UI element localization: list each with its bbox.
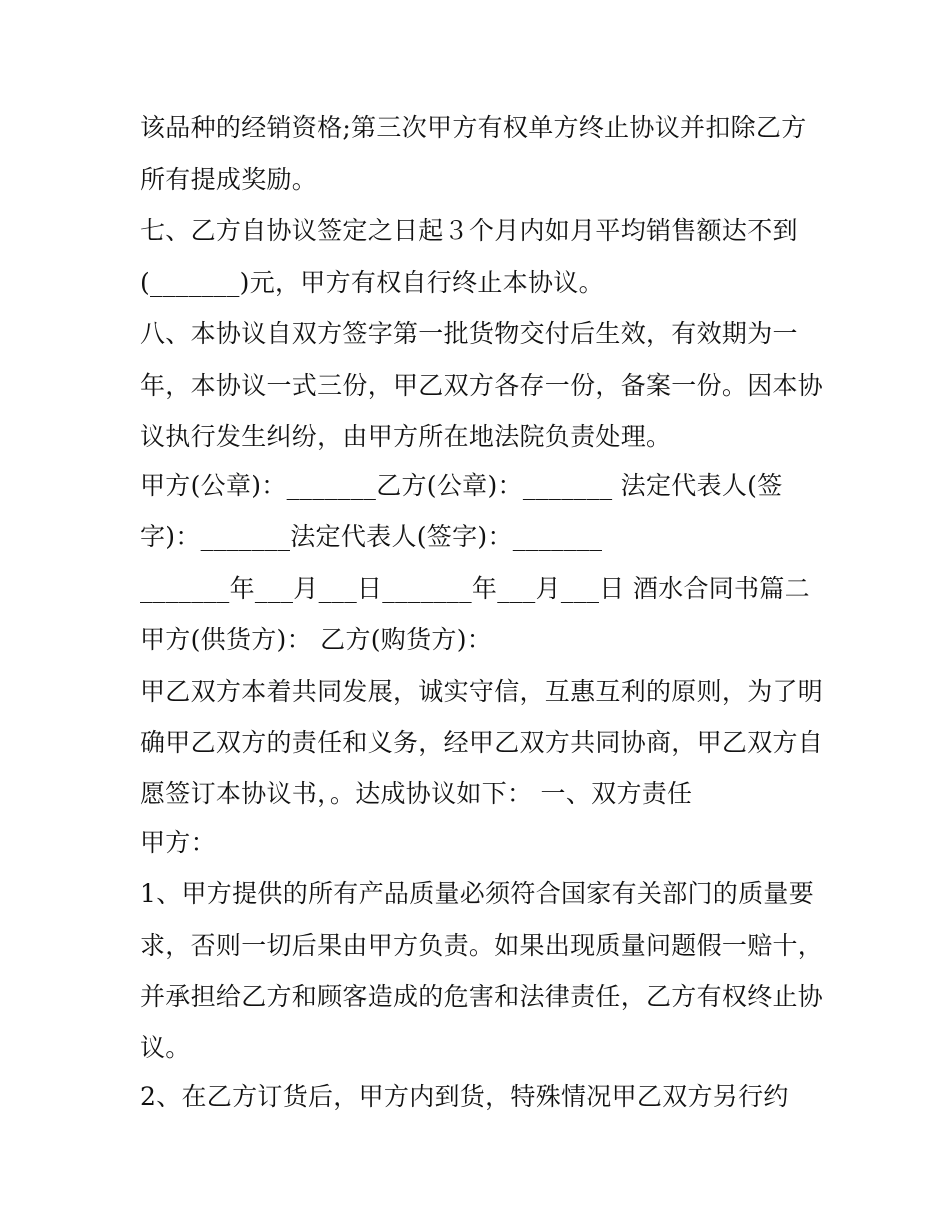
text-line: 该品种的经销资格;第三次甲方有权单方终止协议并扣除乙方 [140,113,807,142]
text-line: (_______)元，甲方有权自行终止本协议。 [140,268,604,297]
signature-line: 甲方(公章)：_______乙方(公章)：_______ 法定代表人(签 [140,471,783,500]
parties-line: 甲方(供货方)： 乙方(购货方)： [140,625,493,654]
text-line: 甲乙双方本着共同发展，诚实守信，互惠互利的原则，为了明 [140,677,824,706]
text-line: 议。 [140,1033,191,1062]
text-line: 2、在乙方订货后，甲方内到货，特殊情况甲乙双方另行约 [140,1082,789,1111]
text-line: 所有提成奖励。 [140,165,318,194]
date-line: _______年___月___日_______年___月___日 酒水合同书篇二 [140,574,810,603]
text-line: 并承担给乙方和顾客造成的危害和法律责任，乙方有权终止协 [140,982,824,1011]
section-label: 甲方： [140,828,216,857]
text-line: 1、甲方提供的所有产品质量必须符合国家有关部门的质量要 [140,879,815,908]
text-line: 八、本协议自双方签字第一批货物交付后生效，有效期为一 [140,319,798,348]
text-line: 议执行发生纠纷，由甲方所在地法院负责处理。 [140,422,672,451]
text-line: 愿签订本协议书，。达成协议如下： 一、双方责任 [140,779,693,808]
text-line: 确甲乙双方的责任和义务，经甲乙双方共同协商，甲乙双方自 [140,728,824,757]
text-line: 求，否则一切后果由甲方负责。如果出现质量问题假一赔十， [140,931,824,960]
text-line: 七、乙方自协议签定之日起３个月内如月平均销售额达不到 [140,216,798,245]
text-line: 年，本协议一式三份，甲乙双方各存一份，备案一份。因本协 [140,371,824,400]
signature-line: 字)：_______法定代表人(签字)：_______ [140,522,603,551]
